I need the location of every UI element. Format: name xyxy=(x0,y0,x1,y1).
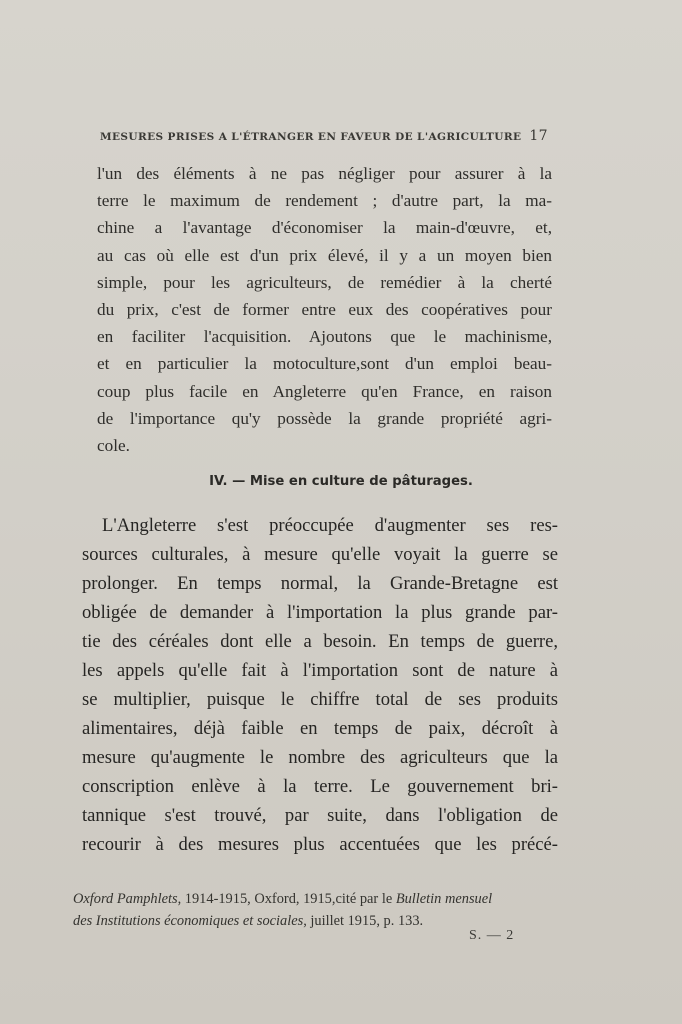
footnote xyxy=(73,888,558,932)
footnote-title: Oxford Pamphlets xyxy=(73,891,178,907)
text-line: sources culturales, à mesure qu'elle voyait la guerre se xyxy=(82,544,558,565)
text-line: en faciliter l'acquisition. Ajoutons que le machinisme, xyxy=(97,327,552,347)
text-line: conscription enlève à la terre. Le gouvernement bri- xyxy=(82,776,558,797)
text-line: alimentaires, déjà faible en temps de paix, décroît à xyxy=(82,718,558,739)
paragraph-continued xyxy=(97,160,552,459)
text-line: prolonger. En temps normal, la Grande-Bretagne est xyxy=(82,573,558,594)
text-line: L'Angleterre s'est préoccupée d'augmenter ses res- xyxy=(102,515,558,536)
text-line: terre le maximum de rendement ; d'autre part, la ma- xyxy=(97,191,552,211)
printer-signature: S. — 2 xyxy=(469,928,515,943)
text-line: tannique s'est trouvé, par suite, dans l'obligation de xyxy=(82,805,558,826)
text-line: tie des céréales dont elle a besoin. En temps de guerre, xyxy=(82,631,558,652)
text-line: coup plus facile en Angleterre qu'en France, en raison xyxy=(97,381,552,401)
text-line: l'un des éléments à ne pas négliger pour assurer à la xyxy=(97,164,552,183)
running-head xyxy=(100,128,548,148)
page-number: 17 xyxy=(529,128,548,144)
text-line: du prix, c'est de former entre eux des coopératives pour xyxy=(97,300,552,320)
footnote-journal: Bulletin mensuel xyxy=(395,891,493,907)
text-line: chine a l'avantage d'économiser la main-d'œuvre, et, xyxy=(97,218,552,238)
text-line: au cas où elle est d'un prix élevé, il y a un moyen bien xyxy=(97,245,552,265)
paragraph-section-iv xyxy=(82,511,558,859)
footnote-citation: , 1914-1915, Oxford, 1915,cité par le xyxy=(177,891,396,907)
footnote-line xyxy=(73,888,558,910)
running-head-title: MESURES PRISES A L'ÉTRANGER EN FAVEUR DE L'AGRICULTURE xyxy=(100,131,522,143)
text-line: les appels qu'elle fait à l'importation sont de nature à xyxy=(82,660,558,681)
text-line: obligée de demander à l'importation la plus grande par- xyxy=(82,602,558,623)
text-line: recourir à des mesures plus accentuées que les précé- xyxy=(82,834,558,855)
section-heading: IV. — Mise en culture de pâturages. xyxy=(209,474,473,489)
text-line: cole. xyxy=(97,436,130,456)
text-line: se multiplier, puisque le chiffre total de ses produits xyxy=(82,689,558,710)
text-line: et en particulier la motoculture,sont d'un emploi beau- xyxy=(97,354,552,374)
text-line: mesure qu'augmente le nombre des agriculteurs que la xyxy=(82,747,558,768)
text-line: simple, pour les agriculteurs, de remédier à la cherté xyxy=(97,272,552,292)
footnote-journal-cont: des Institutions économiques et sociales xyxy=(73,913,304,929)
text-line: de l'importance qu'y possède la grande propriété agri- xyxy=(97,408,552,428)
footnote-date: , juillet 1915, p. 133. xyxy=(303,913,424,929)
